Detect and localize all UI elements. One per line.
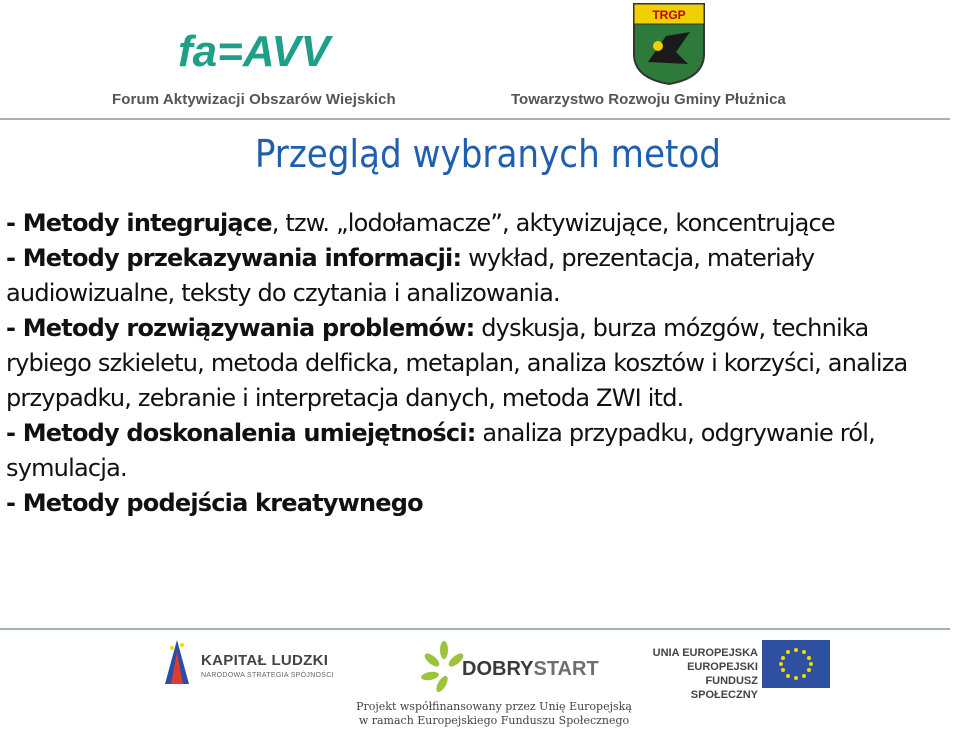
- list-item: [6, 486, 951, 521]
- note-line: w ramach Europejskiego Funduszu Społecznego: [358, 714, 630, 727]
- item-heading: - Metody doskonalenia umiejętności:: [6, 419, 476, 447]
- eu-line: UNIA EUROPEJSKA: [652, 647, 758, 659]
- towarzystwo-caption: Towarzystwo Rozwoju Gminy Płużnica: [511, 91, 786, 108]
- list-item: [6, 241, 951, 311]
- item-heading: - Metody integrujące: [6, 209, 272, 237]
- kapital-ludzki-title: KAPITAŁ LUDZKI: [201, 652, 329, 669]
- header: [0, 0, 960, 122]
- item-heading: - Metody podejścia kreatywnego: [6, 489, 423, 517]
- kapital-ludzki-icon: [163, 638, 191, 686]
- item-heading: - Metody rozwiązywania problemów:: [6, 314, 475, 342]
- footer: [0, 630, 960, 733]
- dobry-start-logo: [462, 658, 599, 681]
- slide-content: [6, 206, 951, 521]
- list-item: [6, 416, 951, 486]
- list-item: [6, 206, 951, 241]
- item-heading: - Metody przekazywania informacji:: [6, 244, 462, 272]
- item-text: wykład, prezentacja, materiały audiowizualne, teksty do czytania i analizowania.: [6, 244, 815, 307]
- eu-flag-icon: [762, 640, 830, 688]
- item-text: , tzw. „lodołamacze”, aktywizujące, koncentrujące: [271, 209, 835, 237]
- crest-label: TRGP: [652, 8, 686, 22]
- start-text: START: [533, 658, 599, 680]
- slide-title-text: Przegląd wybranych metod: [254, 132, 721, 176]
- fa-logo-icon: [178, 30, 348, 74]
- item-text: dyskusja, burza mózgów, technika rybiego szkieletu, metoda delficka, metaplan, analiza kosztów i korzyści, analiza przypadku, zebranie i interpretacja danych, metoda ZWI itd.: [6, 314, 908, 412]
- cofunding-note: [344, 700, 644, 728]
- trgp-crest-icon: [628, 2, 710, 86]
- header-divider: [0, 118, 950, 120]
- forum-caption: Forum Aktywizacji Obszarów Wiejskich: [112, 91, 396, 108]
- note-line: Projekt współfinansowany przez Unię Europejską: [356, 700, 632, 713]
- item-text: analiza przypadku, odgrywanie ról, symulacja.: [6, 419, 875, 482]
- kapital-ludzki-subtitle: NARODOWA STRATEGIA SPÓJNOŚCI: [201, 672, 334, 679]
- list-item: [6, 311, 951, 416]
- slide-title: [0, 132, 945, 176]
- eu-fund-caption: [640, 646, 758, 702]
- dobry-text: DOBRY: [462, 658, 534, 680]
- fa-logo-text: fa=AVV: [178, 30, 331, 74]
- eu-line: FUNDUSZ SPOŁECZNY: [690, 675, 758, 701]
- dobry-start-icon: [420, 638, 468, 698]
- eu-line: EUROPEJSKI: [687, 661, 758, 673]
